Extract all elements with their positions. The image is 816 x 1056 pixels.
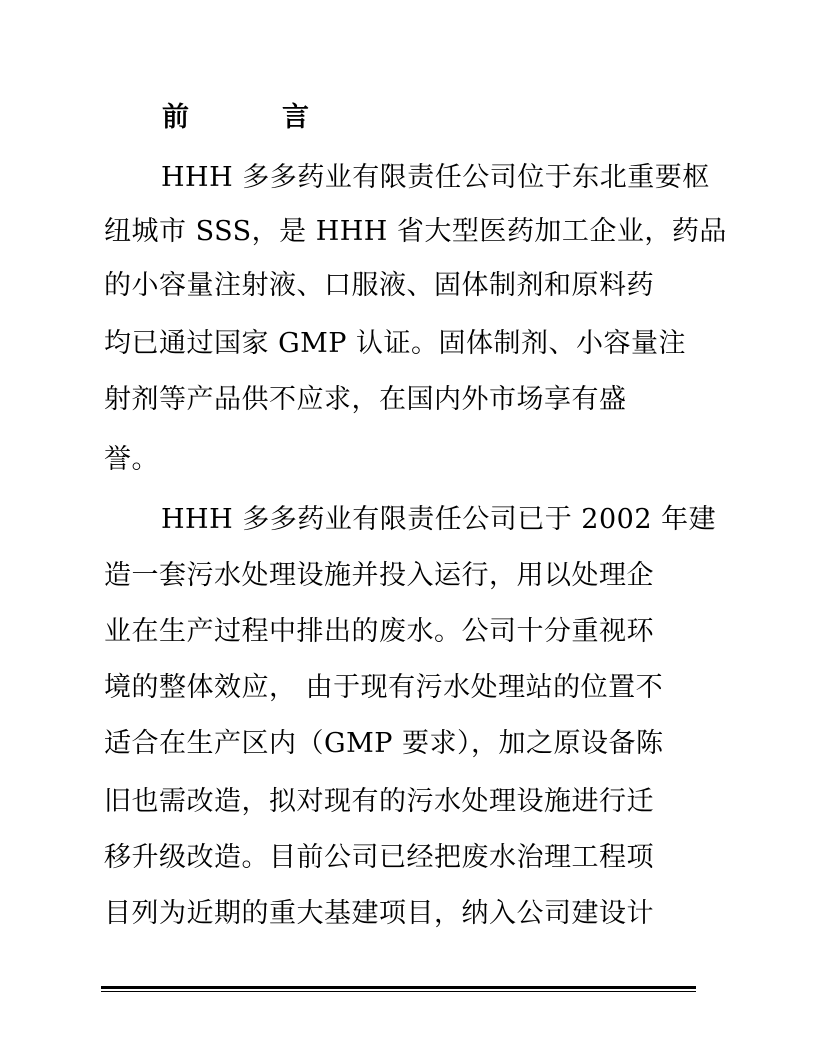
paragraph-line: 誉。 xyxy=(104,444,159,475)
paragraph-line: 旧也需改造，拟对现有的污水处理设施进行迁 xyxy=(104,786,654,817)
footer-rule-thick xyxy=(101,986,696,989)
paragraph-line: 移升级改造。目前公司已经把废水治理工程项 xyxy=(104,842,654,873)
paragraph-line: 射剂等产品供不应求，在国内外市场享有盛 xyxy=(104,384,627,415)
paragraph-line: HHH 多多药业有限责任公司已于 2002 年建 xyxy=(161,504,717,535)
paragraph-line: 的小容量注射液、口服液、固体制剂和原料药 xyxy=(104,270,654,301)
footer-rule-thin xyxy=(101,991,696,992)
page-title xyxy=(162,98,309,138)
paragraph-line: HHH 多多药业有限责任公司位于东北重要枢 xyxy=(161,162,710,193)
paragraph-line: 适合在生产区内（GMP 要求），加之原设备陈 xyxy=(104,728,664,759)
paragraph-line: 均已通过国家 GMP 认证。固体制剂、小容量注 xyxy=(104,328,687,359)
paragraph-line: 纽城市 SSS，是 HHH 省大型医药加工企业，药品 xyxy=(104,216,727,247)
paragraph-line: 目列为近期的重大基建项目，纳入公司建设计 xyxy=(104,898,654,929)
paragraph-line: 境的整体效应， 由于现有污水处理站的位置不 xyxy=(104,672,664,703)
title-char-2: 言 xyxy=(282,102,309,133)
paragraph-line: 业在生产过程中排出的废水。公司十分重视环 xyxy=(104,616,654,647)
title-char-1: 前 xyxy=(162,102,189,133)
paragraph-line: 造一套污水处理设施并投入运行，用以处理企 xyxy=(104,560,654,591)
